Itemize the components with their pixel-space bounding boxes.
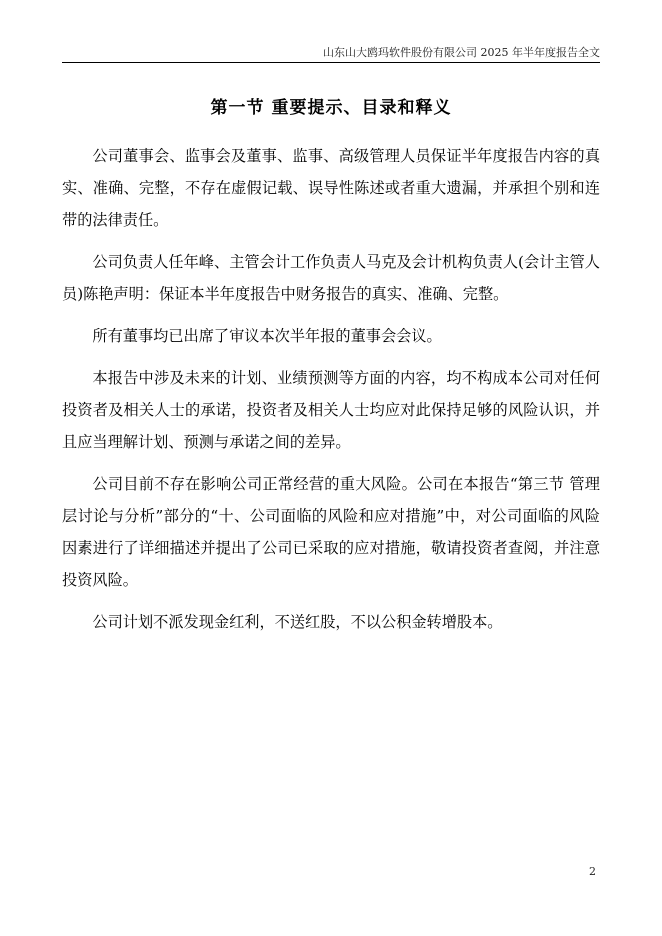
paragraph-forward-looking: 本报告中涉及未来的计划、业绩预测等方面的内容，均不构成本公司对任何投资者及相关人士的承诺，投资者及相关人士均应对此保持足够的风险认识，并且应当理解计划、预测与承诺之间的差异。 [62,369,600,451]
paragraph-board-guarantee: 公司董事会、监事会及董事、监事、高级管理人员保证半年度报告内容的真实、准确、完整，不存在虚假记载、误导性陈述或者重大遗漏，并承担个别和连带的法律责任。 [62,147,600,229]
paragraph-risk-notice: 公司目前不存在影响公司正常经营的重大风险。公司在本报告“第三节 管理层讨论与分析”部分的“十、公司面临的风险和应对措施”中，对公司面临的风险因素进行了详细描述并提出了公司已采取的应对措施，敬请投资者查阅，并注意投资风险。 [62,475,600,589]
document-body [62,140,600,648]
page-number: 2 [589,865,596,878]
page-header [62,44,600,63]
paragraph-dividend-plan: 公司计划不派发现金红利，不送红股，不以公积金转增股本。 [92,613,503,631]
paragraph-directors-attendance: 所有董事均已出席了审议本次半年报的董事会会议。 [92,327,442,345]
section-title: 第一节 重要提示、目录和释义 [210,98,452,118]
header-text: 山东山大鸥玛软件股份有限公司 2025 年半年度报告全文 [323,46,600,59]
paragraph-responsible-persons: 公司负责人任年峰、主管会计工作负责人马克及会计机构负责人(会计主管人员)陈艳声明：保证本半年度报告中财务报告的真实、准确、完整。 [62,253,600,303]
